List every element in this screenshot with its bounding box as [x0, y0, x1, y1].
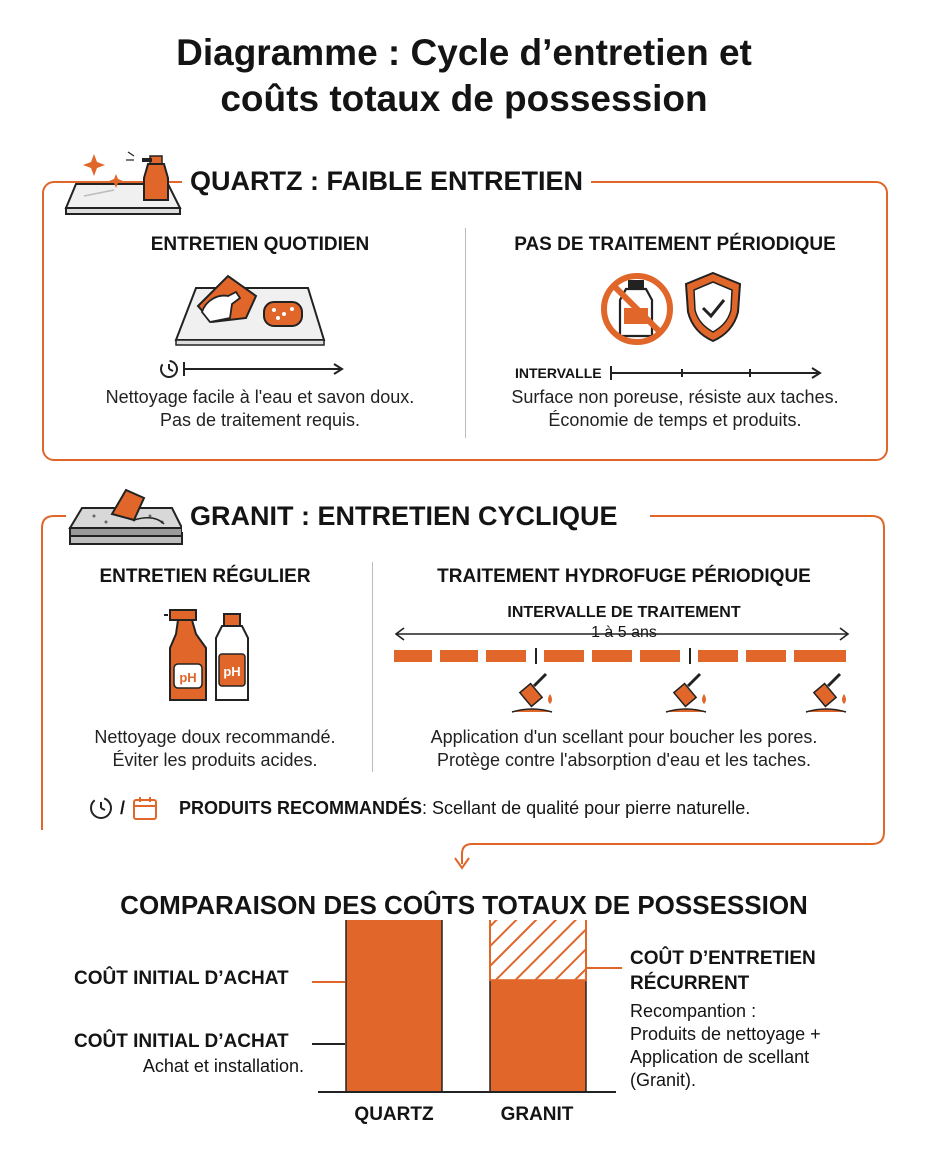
bar-label-quartz: QUARTZ — [354, 1104, 434, 1125]
maintenance-desc-line4: (Granit). — [630, 1070, 697, 1090]
quartz-no-treatment-heading: PAS DE TRAITEMENT PÉRIODIQUE — [514, 234, 836, 255]
sealant-brush-icon-2 — [666, 674, 706, 712]
granite-treatment-description — [380, 726, 868, 772]
no-chemical-icon — [598, 270, 676, 348]
label-initial-cost-sub: Achat et installation. — [142, 1056, 304, 1076]
quartz-daily-desc-line2: Pas de traitement requis. — [159, 410, 361, 430]
granite-treatment-heading: TRAITEMENT HYDROFUGE PÉRIODIQUE — [437, 566, 811, 587]
treatment-interval-label: INTERVALLE DE TRAITEMENT — [507, 604, 741, 621]
bar-initial-quartz — [346, 920, 442, 1092]
maintenance-desc-line1: Recomрantion : — [630, 1001, 757, 1021]
maintenance-desc-line2: Produits de nettoyage + — [630, 1024, 821, 1044]
granite-divider — [372, 562, 373, 772]
cleaning-cloth-icon — [172, 266, 328, 346]
granite-regular-heading: ENTRETIEN RÉGULIER — [99, 566, 311, 587]
bars-layer — [346, 920, 586, 1092]
quartz-section-title: QUARTZ : FAIBLE ENTRETIEN — [182, 166, 591, 197]
page-title — [0, 30, 928, 122]
granite-treatment-desc-line1: Application d'un scellant pour boucher les pores. — [430, 727, 818, 747]
sealant-brush-icon-1 — [512, 674, 552, 712]
recommended-products-row — [88, 794, 750, 822]
granite-slab-icon — [64, 484, 184, 550]
cleaning-bottles-icon — [164, 604, 258, 704]
recommended-text: : Scellant de qualité pour pierre naturelle. — [422, 797, 751, 818]
treatment-interval-value: 1 à 5 ans — [591, 624, 657, 641]
clock-icon — [88, 795, 114, 821]
quartz-interval-timeline — [608, 362, 826, 384]
bottle-2-label: pH — [223, 664, 241, 679]
granite-section-title: GRANIT : ENTRETIEN CYCLIQUE — [182, 501, 626, 532]
quartz-interval-label: INTERVALLE — [515, 365, 602, 381]
granite-treatment-desc-line2: Protège contre l'absorption d'eau et les taches. — [436, 750, 812, 770]
granite-regular-desc-line1: Nettoyage doux recommandé. — [94, 727, 336, 747]
bottle-1-label: pH — [179, 670, 197, 685]
label-maintenance-line1: COÛT D’ENTRETIEN — [630, 948, 816, 969]
bar-initial-granit — [490, 980, 586, 1092]
quartz-no-treatment-desc-line2: Économie de temps et produits. — [548, 410, 802, 430]
comparison-title: COMPARAISON DES COÛTS TOTAUX DE POSSESSION — [120, 890, 808, 920]
shield-check-icon — [682, 270, 744, 344]
quartz-daily-description — [60, 386, 460, 432]
quartz-no-treatment-description — [470, 386, 880, 432]
quartz-daily-heading: ENTRETIEN QUOTIDIEN — [150, 234, 370, 255]
quartz-no-treatment-desc-line1: Surface non poreuse, résiste aux taches. — [511, 387, 839, 407]
title-line-2: coûts totaux de possession — [220, 78, 708, 119]
label-maintenance-desc — [630, 1000, 821, 1092]
label-maintenance-line2: RÉCURRENT — [630, 973, 750, 994]
recommended-label: PRODUITS RECOMMANDÉS — [179, 797, 423, 818]
granite-regular-description — [50, 726, 380, 772]
sealant-brush-icon-3 — [806, 674, 846, 712]
maintenance-desc-line3: Application de scellant — [630, 1047, 810, 1067]
label-initial-cost-bottom: COÛT INITIAL D’ACHAT — [74, 1031, 289, 1052]
label-initial-cost-top: COÛT INITIAL D’ACHAT — [74, 968, 289, 989]
quartz-divider — [465, 228, 466, 438]
granite-regular-desc-line2: Éviter les produits acides. — [112, 750, 318, 770]
bar-maintenance-granit — [490, 920, 586, 980]
quartz-daily-timeline — [158, 358, 348, 380]
quartz-slab-icon — [64, 144, 184, 216]
title-line-1: Diagramme : Cycle d’entretien et — [176, 32, 752, 73]
bar-label-granite: GRANIT — [500, 1104, 574, 1125]
recommended-separator: / — [120, 797, 126, 818]
quartz-daily-desc-line1: Nettoyage facile à l'eau et savon doux. — [105, 387, 415, 407]
treatment-cycle-timeline — [392, 622, 854, 722]
calendar-icon — [131, 794, 159, 822]
